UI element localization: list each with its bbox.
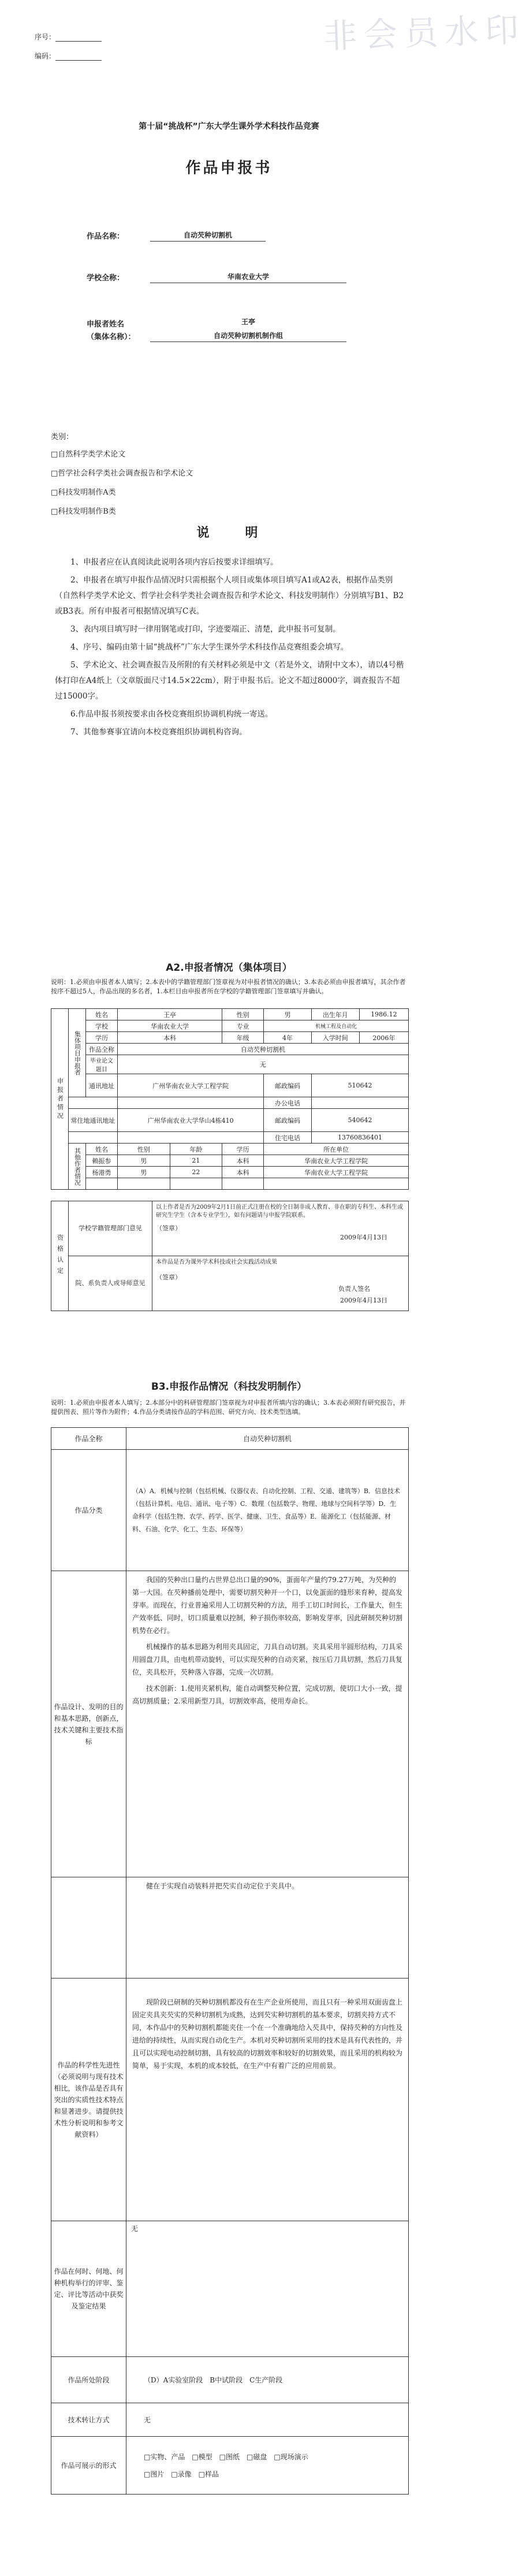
address-value[interactable]: 广州华南农业大学工程学院 (118, 1074, 264, 1097)
applicant-sub-label: （集体名称）： (87, 333, 136, 342)
home-phone-label: 住宅电话 (264, 1132, 312, 1144)
others-header: 年龄 (170, 1144, 222, 1155)
b3-forms-label: 作品可展示的形式 (51, 2437, 126, 2495)
table-row (51, 1155, 409, 1167)
instruction-item: 1、申报者应在认真阅读此说明各项内容后按要求详细填写。 (70, 558, 278, 567)
others-header: 性别 (118, 1144, 170, 1155)
lead-birth[interactable]: 1986.12 (359, 1009, 408, 1020)
competition-title: 第十届“挑战杯”广东大学生课外学术科技作品竞赛 (139, 122, 319, 131)
b3-title: B3.申报作品情况（科技发明制作） (151, 1381, 307, 1393)
other-unit[interactable]: 华南农业大学工程学院 (264, 1167, 409, 1178)
gender-header: 性别 (222, 1009, 264, 1020)
lead-name[interactable]: 王亭 (118, 1009, 222, 1020)
postcode-label: 邮政编码 (264, 1074, 312, 1097)
b3-forms-row[interactable]: □图片 □录像 □样品 (144, 2470, 219, 2478)
code-field (35, 51, 102, 61)
b3-eval-value[interactable]: 无 (126, 2221, 409, 2357)
watermark: 非会员水印 (323, 9, 526, 57)
instruction-item: 5、学术论文、社会调查报告及所附的有关材料必须是中文（若是外文，请附中文本），请以4号楷体打印在A4纸上（文章版面尺寸14.5×22cm），附于申报书后。论文不超过8000字，调查报告不超过15000字。 (55, 660, 404, 701)
home-postcode-label: 邮政编码 (264, 1109, 312, 1132)
instruction-item: 3、表内项目填写时一律用钢笔或打印，字迹要端正、清楚，此申报书可复制。 (70, 625, 341, 634)
lead-major[interactable]: 机械工程及自动化 (264, 1020, 409, 1032)
school-value: 华南农业大学 (150, 272, 346, 283)
instruction-item: 2、申报者在填写申报作品情况时只需根据个人项目或集体项目填写A1或A2表，根据作品类别（自然科学类学术论文、哲学社会科学类社会调查报告和学术论文、科技发明制作）分别填写B1、B2或B3表。所有申报者可根据情况填写C表。 (55, 576, 404, 616)
b3-stage-label: 作品所处阶段 (51, 2357, 126, 2403)
design-paragraph: 机械操作的基本思路为利用夹具固定，刀具自动切割。夹具采用半圆形结构，刀具采用圆盘刀具，由电机带动旋转，可以实现芡种的自动夹紧，按压后刀具切割，然后刀具复位，夹具松开，芡种落入容器，完成一次切割。 (132, 1643, 403, 1676)
entry-header: 入学时间 (311, 1032, 359, 1044)
instructions-title: 说 明 (196, 525, 262, 540)
a2-title: A2.申报者情况（集体项目） (166, 962, 292, 974)
home-postcode-value[interactable]: 540642 (311, 1109, 408, 1132)
others-header: 学历 (222, 1144, 264, 1155)
category-item[interactable]: □科技发明制作B类 (51, 507, 116, 516)
college-opinion: 本作品是否为课外学术科技或社会实践活动成果 (156, 1259, 277, 1265)
applicant-section-label: 申报者情况 (51, 1009, 69, 1190)
birth-header: 出生年月 (311, 1009, 359, 1020)
postcode-value[interactable]: 510642 (311, 1074, 408, 1097)
code-blank[interactable] (55, 53, 102, 61)
verification-label: 资格认定 (51, 1201, 69, 1311)
serial-blank[interactable] (55, 34, 102, 42)
b3-category-label: 作品分类 (51, 1450, 126, 1571)
other-edu[interactable]: 本科 (222, 1167, 264, 1178)
category-item[interactable]: □科技发明制作A类 (51, 488, 116, 497)
category-item[interactable]: □哲学社会科学类社会调查报告和学术论文 (51, 469, 193, 478)
other-name[interactable]: 赖振参 (86, 1155, 118, 1167)
home-address-label: 常住地通讯地址 (69, 1109, 118, 1132)
other-age[interactable]: 21 (170, 1155, 222, 1167)
b3-table (51, 1427, 409, 2495)
work-name-label: 作品名称： (87, 232, 125, 241)
b3-stage-value[interactable]: （D）A实验室阶段 B中试阶段 C生产阶段 (126, 2357, 409, 2403)
verification-table (51, 1201, 409, 1311)
grade-header: 年级 (222, 1032, 264, 1044)
other-gender[interactable]: 男 (118, 1155, 170, 1167)
work-title-label: 作品全称 (86, 1044, 118, 1055)
thesis-label: 毕业论文题目 (86, 1055, 118, 1074)
school-sign: （签章） (156, 1224, 181, 1232)
b3-design-value[interactable] (126, 1571, 409, 1877)
design-paragraph: 我国的芡种出口量约占世界总出口量的90%，蛋面年产量约79.27万吨，为芡种的第一大国。在芡种播前处理中，需要切割芡种开一个口，以免蛋面的缝形来育种，提高发芽率。而现在，行业普遍采用人工切割芡种的方法，用手工切口时间长，工作量大，但生产效率低、同时，切口质量难以控制，种子损伤率较高，影响发芽率，因此研制芡种切割机势在必行。 (132, 1576, 403, 1635)
applicant-group: 自动芡种切割机制作组 (150, 331, 346, 342)
school-label: 学校全称： (87, 274, 125, 283)
b3-category-value[interactable]: （A）A．机械与控制（包括机械、仪器仪表、自动化控制、工程、交通、建筑等）B．信息技术（包括计算机、电信、通讯、电子等）C．数理（包括数学、物理、地球与空间科学等）D．生命科学（包括生物、农学、药学、医学、健康、卫生、食品等）E．能源化工（包括能源、材料、石油、化学、化工、生态、环保等） (126, 1450, 409, 1571)
category-item[interactable]: □自然科学类学术论文 (51, 450, 126, 459)
b3-note: 说明：1.必须由申报者本人填写；2.本部分中的科研管理部门签章视为对申报者所填内容的确认；3.本表必须附有研究报告，并提供图表、照片等作为附件；4.作品分类请按作品的学科范围、研究方向、技术类型选填。 (51, 1399, 406, 1416)
school-date: 2009年4月13日 (340, 1234, 387, 1241)
lead-school[interactable]: 华南农业大学 (118, 1020, 222, 1032)
school-opinion: 以上作者是否为2009年2月1日前正式注册在校的全日制非成人教育、非在职的专科生、本科生或研究生学生（含本专业学生），如有问题请与申报学院联系。 (156, 1204, 404, 1219)
office-phone-value[interactable] (311, 1097, 408, 1109)
address-label: 通讯地址 (86, 1074, 118, 1097)
b3-scientific-value[interactable]: 现阶段已研制的芡种切割机都没有在生产企业所使用，而且只有一种采用双面齿盘上固定夹具夹芡实的芡种切割机为成熟，达到芡实种切割机的基本要求，切割夹持方式不同，本作品中的芡种切割机都能夹住一个在一个准确地给入芡具中，保持芡种的方向性及进给的持续性，从而实现自动化生产。本机对芡种切割所采用的技术是具有代表性的，并且可以实现电动控制切割，具有较高的切割效率和较好的切割效果，而且采用的机构较为简单，易于实现，本机的成本较低，在生产中有着广泛的应用前景。 (126, 1979, 409, 2221)
work-name-value: 自动芡种切割机 (150, 230, 266, 242)
lead-entry[interactable]: 2006年 (359, 1032, 408, 1044)
b3-eval-label: 作品在何时、何地、何种机构举行的评审、鉴定、评比等活动中获奖及鉴定结果 (51, 2221, 126, 2357)
major-header: 专业 (222, 1020, 264, 1032)
signer-label: 负责人签名 (338, 1285, 370, 1293)
college-date: 2009年4月13日 (340, 1297, 387, 1304)
other-unit[interactable]: 华南农业大学工程学院 (264, 1155, 409, 1167)
other-edu[interactable]: 本科 (222, 1155, 264, 1167)
design-paragraph: 技术创新：1.使用夹紧机构，能自动调整芡种位置，完成切割，使切口大小一致，提高切割质量；2.采用新型刀具，切割效率高，使用寿命长。 (132, 1684, 402, 1705)
thesis-value[interactable]: 无 (118, 1055, 409, 1074)
college-sign: （签章） (156, 1274, 181, 1281)
serial-field (35, 32, 102, 42)
lead-education[interactable]: 本科 (118, 1032, 222, 1044)
a2-table (51, 1008, 409, 1190)
b3-work-name-label: 作品全称 (51, 1428, 126, 1450)
college-label: 院、系负责人或导师意见 (69, 1256, 152, 1311)
table-row (51, 1167, 409, 1178)
a2-note: 说明：1.必须由申报者本人填写；2.本表中的学籍管理部门签章视为对申报者情况的确认；3.本表必须由申报者填写，其余作者按序不超过5人，作品出现的多名者，1.本栏目由申报者所在学校的学籍管理部门签章填写并确认。 (51, 978, 406, 995)
other-name[interactable]: 杨港勇 (86, 1167, 118, 1178)
name-header: 姓名 (86, 1009, 118, 1020)
school-header: 学校 (86, 1020, 118, 1032)
applicant-name: 王亭 (241, 318, 255, 326)
document-title: 作品申报书 (185, 159, 273, 177)
applicant-label: 申报者姓名 (87, 320, 125, 329)
b3-design-label: 作品设计、发明的目的和基本思路，创新点，技术关键和主要技术指标 (51, 1571, 126, 1877)
others-section-label: 其他作者情况 (69, 1144, 86, 1190)
other-gender[interactable]: 男 (118, 1167, 170, 1178)
lead-gender[interactable]: 男 (264, 1009, 312, 1020)
b3-forms-row[interactable]: □实物、产品 □模型 □图纸 □磁盘 □现场演示 (144, 2452, 308, 2461)
others-header: 姓名 (86, 1144, 118, 1155)
home-phone-value[interactable]: 13760836401 (311, 1132, 408, 1144)
others-header: 所在单位 (264, 1144, 409, 1155)
home-address-value[interactable]: 广州华南农业大学华山4栋410 (118, 1109, 264, 1132)
b3-design-extra[interactable]: 健在于实现自动装料并把芡实自动定位于夹具中。 (126, 1877, 409, 1979)
education-header: 学历 (86, 1032, 118, 1044)
lead-section-label: 集体项目申报者 (69, 1009, 86, 1097)
category-heading: 类别： (51, 433, 74, 441)
instruction-item: 7、其他参赛事宜请向本校竞赛组织协调机构咨询。 (70, 727, 247, 737)
work-title-value[interactable]: 自动芡种切割机 (118, 1044, 409, 1055)
b3-transfer-value[interactable]: 无 (126, 2403, 409, 2437)
b3-scientific-label: 作品的科学性先进性（必须说明与现有技术相比，该作品是否具有突出的实质性技术特点和显著进步。请提供技术性分析说明和参考文献资料） (51, 1979, 126, 2221)
lead-grade[interactable]: 4年 (264, 1032, 312, 1044)
serial-label: 序号： (35, 33, 56, 41)
other-age[interactable]: 22 (170, 1167, 222, 1178)
instructions-body (55, 555, 407, 740)
b3-transfer-label: 技术转让方式 (51, 2403, 126, 2437)
instruction-item: 6.作品申报书须按要求由各校竞赛组织协调机构统一寄送。 (70, 710, 273, 719)
code-label: 编码： (35, 52, 56, 60)
b3-work-name-value[interactable]: 自动芡种切割机 (126, 1428, 409, 1450)
office-phone-label: 办公电话 (264, 1097, 312, 1109)
school-dept-label: 学校学籍管理部门意见 (69, 1201, 152, 1256)
instruction-item: 4、序号、编码由第十届“挑战杯”广东大学生课外学术科技作品竞赛组委会填写。 (70, 643, 349, 652)
